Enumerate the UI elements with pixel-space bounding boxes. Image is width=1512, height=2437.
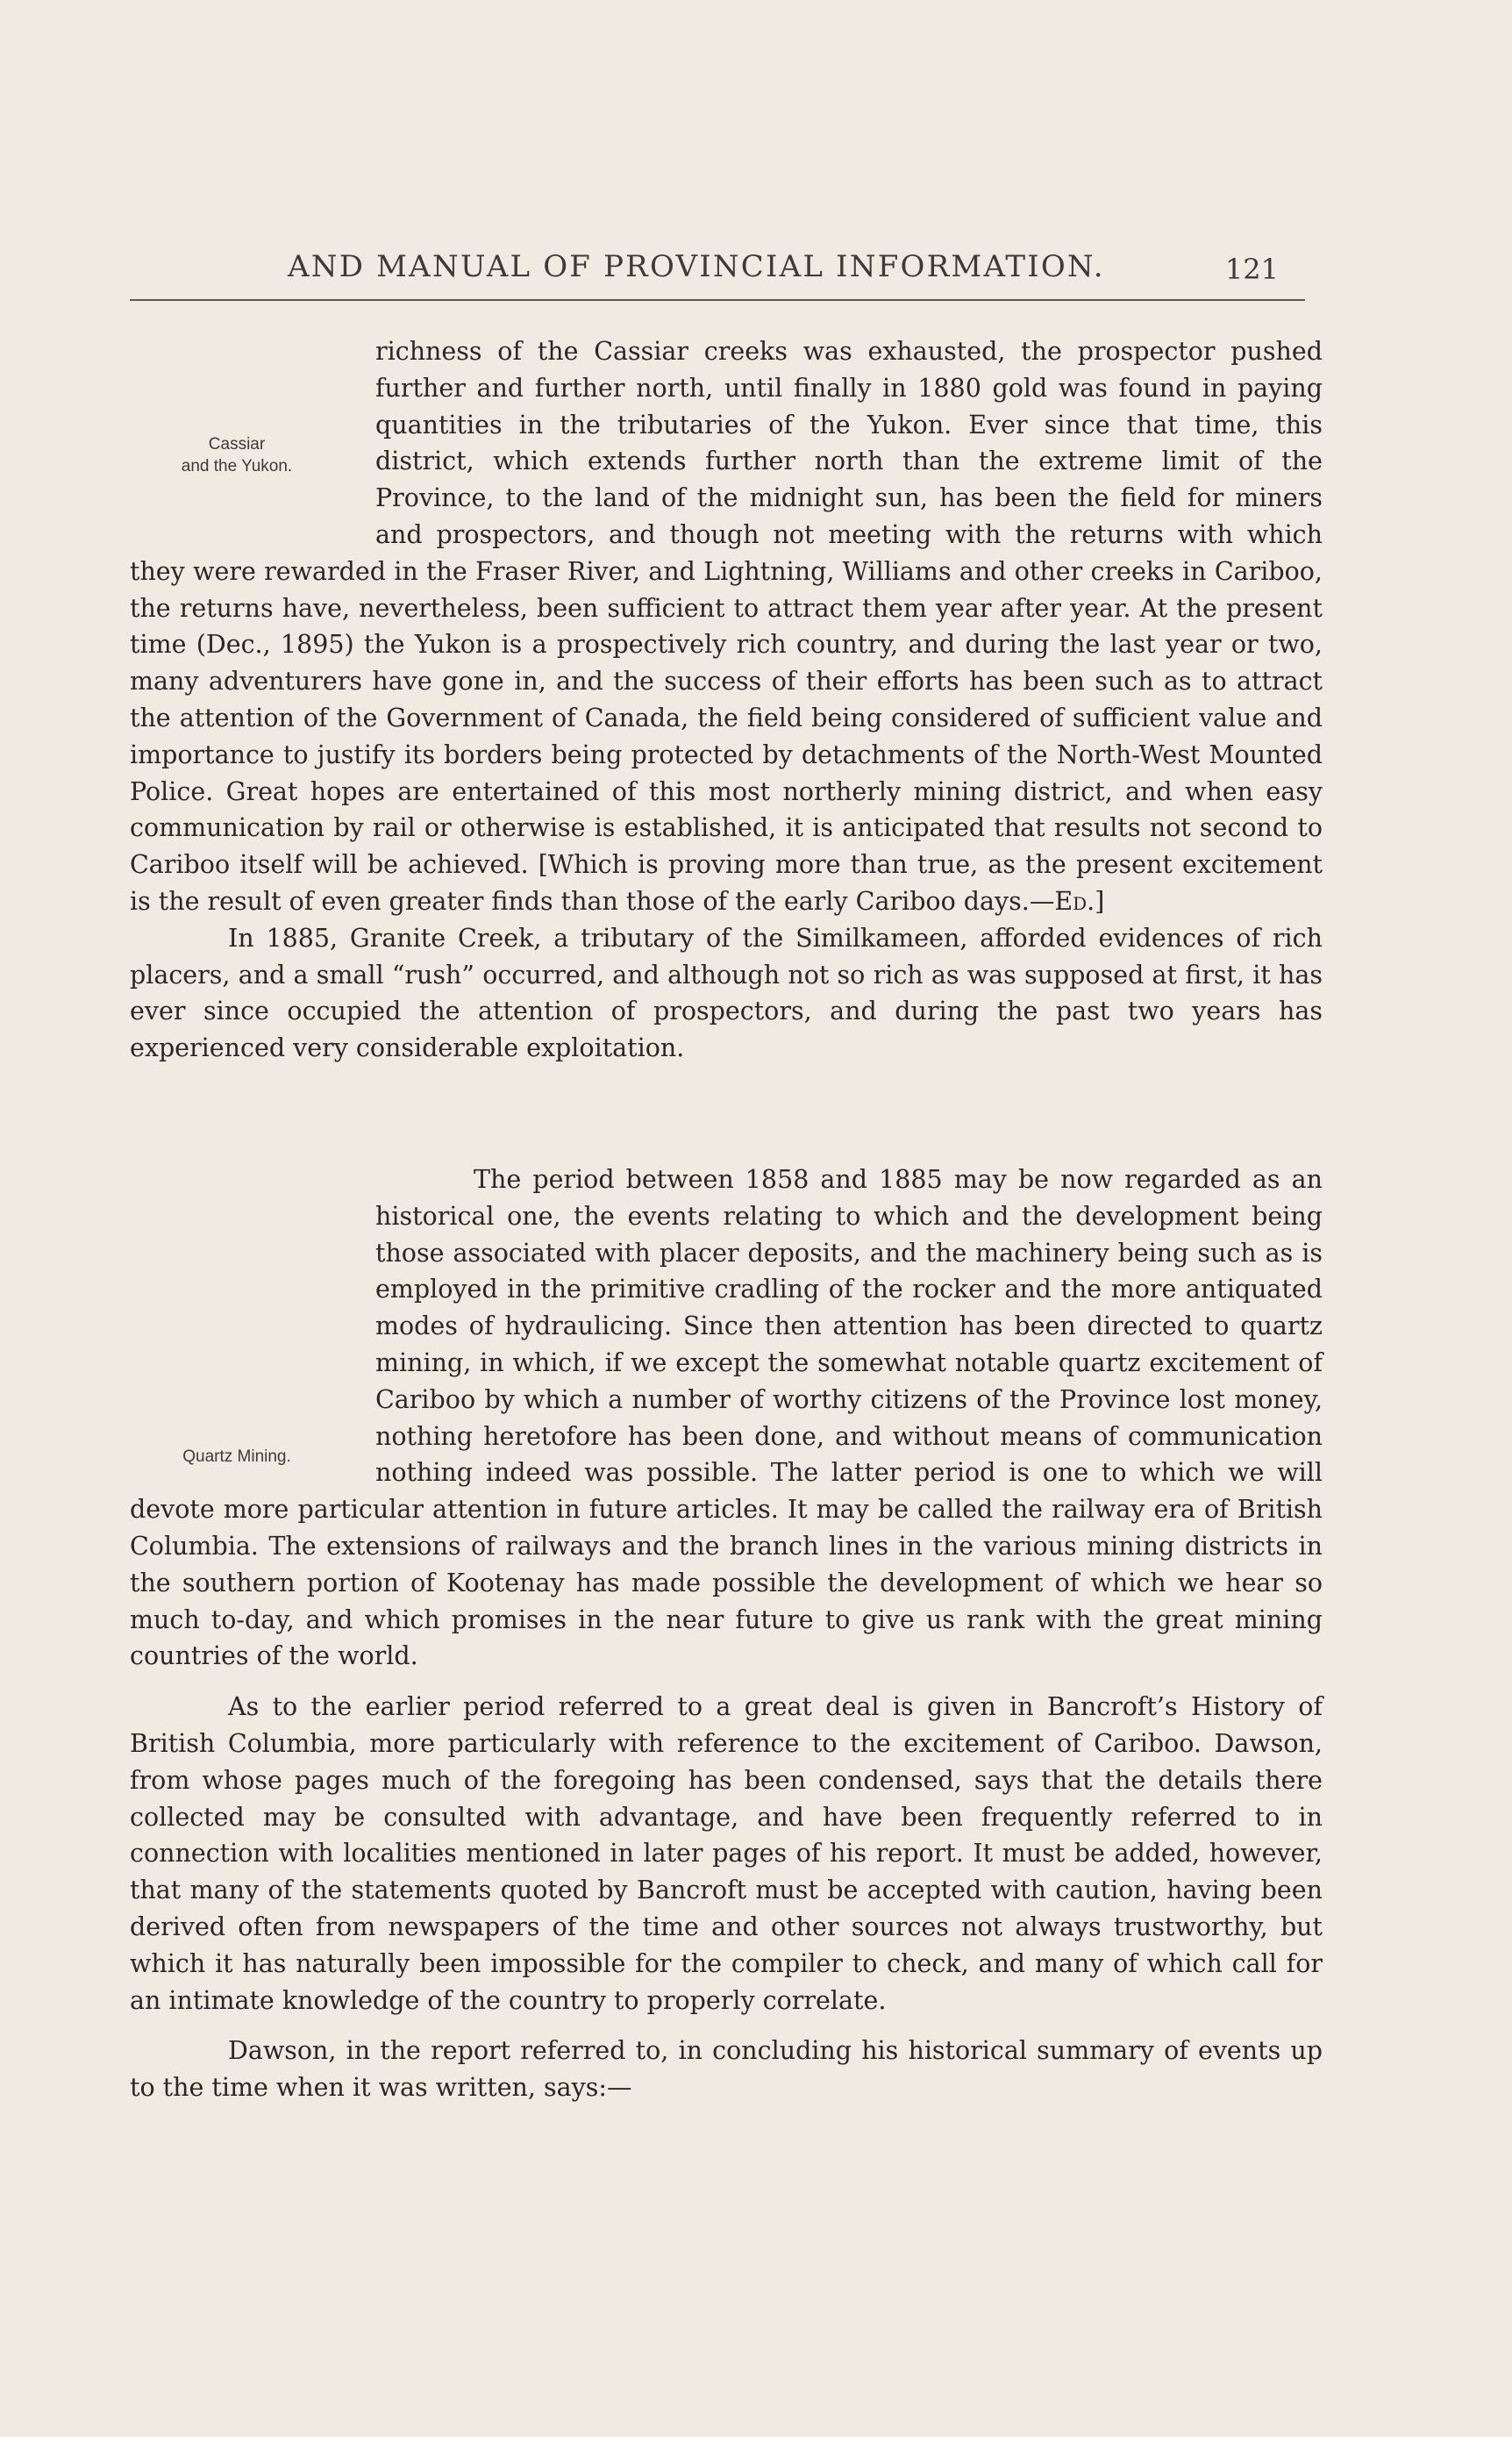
running-header — [130, 249, 1305, 293]
paragraph-cassiar-text: richness of the Cassiar creeks was exhausted, the prospector pushed further and further north, until finally in 1880 gold was found in paying quantities in the tributaries of the Yukon. Ever since that time, this district, which extends further north than the extreme limit of the Province, to the land of the midnight sun, has been the field for miners and prospectors, and though not meeting with the returns with which they were rewarded in the Fraser River, and Lightning, Williams and other creeks in Cariboo, the returns have, nevertheless, been sufficient to attract them year after year. At the present time (Dec., 1895) the Yukon is a prospectively rich country, and during the last year or two, many adventurers have gone in, and the success of their efforts has been such as to attract the attention of the Government of Canada, the field being considered of sufficient value and importance to justify its borders being protected by detachments of the North-West Mounted Police. Great hopes are entertained of this most northerly mining district, and when easy communication by rail or otherwise is established, it is anticipated that results not second to Cariboo itself will be achieved. [Which is proving more than true, as the present excitement is the result of even greater finds than those of the early Cariboo days.— — [130, 337, 1323, 916]
paragraph-granite-creek: In 1885, Granite Creek, a tributary of the Similkameen, afforded evidences of rich placers, and a small “rush” occurred, and although not so rich as was supposed at first, it has ever since occupied the attention of prospectors, and during the past two years has experienced very considerable exploitation. — [130, 923, 1323, 1063]
side-note-spacer-quartz — [130, 1418, 375, 1491]
side-note-cassiar-line1: Cassiar — [208, 435, 266, 454]
paragraph-cassiar — [130, 333, 1323, 920]
body-text-upper — [130, 333, 1323, 1067]
editor-mark: Ed. — [1054, 886, 1095, 916]
body-text-lower — [130, 1161, 1323, 2106]
header-rule — [130, 299, 1305, 301]
page-number: 121 — [1224, 253, 1279, 286]
paragraph-bancroft: As to the earlier period referred to a great deal is given in Bancroft’s History of British Columbia, more particularly with reference to the excitement of Cariboo. Dawson, from whose pages much of the foregoing has been condensed, says that the details there collected may be consulted with advantage, and have been frequently referred to in connection with localities mentioned in later pages of his report. It must be added, however, that many of the statements quoted by Bancroft must be accepted with caution, having been derived often from newspapers of the time and other sources not always trustworthy, but which it has naturally been impossible for the compiler to check, and many of which call for an intimate knowledge of the country to properly correlate. — [130, 1692, 1323, 2015]
side-note-spacer-cassiar — [130, 407, 375, 518]
paragraph-dawson: Dawson, in the report referred to, in concluding his historical summary of events up to the time when it was written, says:— — [130, 2036, 1323, 2103]
side-note-cassiar-line2: and the Yukon. — [181, 457, 293, 475]
paragraph-period — [130, 1161, 1323, 1675]
side-note-quartz-line1: Quartz Mining. — [182, 1447, 291, 1466]
running-head-title: AND MANUAL OF PROVINCIAL INFORMATION. — [288, 249, 1105, 284]
paragraph-cassiar-end: ] — [1095, 886, 1105, 916]
paragraph-period-text: The period between 1858 and 1885 may be now regarded as an historical one, the events relating to which and the development being those associated with placer deposits, and the machinery being such as is employed in the primitive cradling of the rocker and the more antiquated modes of hydraulicing. Since then attention has been directed to quartz mining, in which, if we except the somewhat notable quartz excitement of Cariboo by which a number of worthy citizens of the Province lost money, nothing heretofore has been done, and without means of communication nothing indeed was possible. The latter period is one to which we will devote more particular attention in future articles. It may be called the railway era of British Columbia. The extensions of railways and the branch lines in the various mining districts in the southern portion of Kootenay has made possible the development of which we hear so much to-day, and which promises in the near future to give us rank with the great mining countries of the world. — [130, 1165, 1323, 1671]
